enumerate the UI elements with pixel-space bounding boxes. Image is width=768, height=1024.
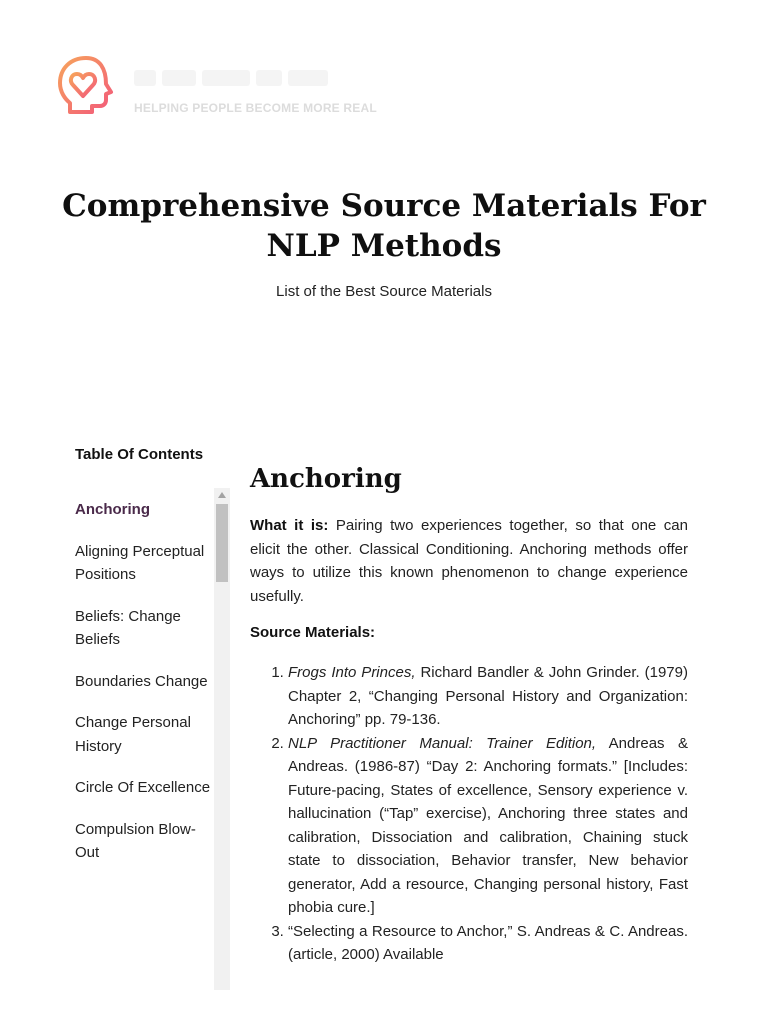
source-title: Frogs Into Princes,: [288, 664, 416, 681]
brand-tagline: HELPING PEOPLE BECOME MORE REAL: [134, 101, 377, 115]
toc-heading: Table Of Contents: [75, 446, 204, 463]
toc-item-beliefs-change-beliefs[interactable]: Beliefs: Change Beliefs: [75, 607, 181, 648]
source-item: [288, 661, 688, 732]
head-heart-logo-icon: [56, 54, 120, 114]
source-details: Andreas & Andreas. (1986-87) “Day 2: Anchoring formats.” [Includes: Future-pacing, States of excellence, Sensory experience v. hallucination (“Tap” exercise), Anchoring three states and calibration, Dissociation and calibration, Chaining stuck state to dissociation, Behavior transfer, New behavior generator, Add a resource, Changing personal history, Fast phobia cure.]: [288, 734, 688, 916]
scroll-up-arrow-icon[interactable]: [214, 488, 230, 502]
scrollbar-thumb[interactable]: [216, 504, 228, 582]
source-details: “Selecting a Resource to Anchor,” S. Andreas & C. Andreas. (article, 2000) Available: [288, 922, 688, 963]
source-item: [288, 732, 688, 920]
toc-item-change-personal-history[interactable]: Change Personal History: [75, 714, 191, 755]
source-details: Richard Bandler & John Grinder. (1979) Chapter 2, “Changing Personal History and Organization: Anchoring” pp. 79-136.: [288, 664, 688, 728]
source-materials-heading: Source Materials:: [250, 624, 376, 641]
section-title: Anchoring: [250, 464, 402, 494]
what-it-is-label: What it is:: [250, 517, 329, 534]
brand-wordmark: [134, 66, 334, 90]
what-it-is-paragraph: [250, 514, 688, 608]
source-materials-list: [288, 661, 688, 967]
source-item: [288, 920, 688, 967]
toc-list: [75, 498, 215, 883]
toc-item-circle-of-excellence[interactable]: Circle Of Excellence: [75, 779, 211, 796]
toc-scrollbar[interactable]: [214, 488, 230, 990]
toc-item-boundaries-change[interactable]: Boundaries Change: [75, 672, 208, 690]
page-subtitle: List of the Best Source Materials: [276, 283, 492, 300]
what-it-is-text: Pairing two experiences together, so that one can elicit the other. Classical Conditioning. Anchoring methods offer ways to utilize this known phenomenon to change experience usefully.: [250, 517, 688, 605]
toc-item-aligning-perceptual-positions[interactable]: Aligning Perceptual Positions: [75, 542, 205, 583]
toc-item-anchoring[interactable]: Anchoring: [75, 501, 150, 518]
toc-item-compulsion-blow-out[interactable]: Compulsion Blow-Out: [75, 820, 196, 861]
source-title: NLP Practitioner Manual: Trainer Edition,: [288, 734, 597, 752]
page-title: Comprehensive Source Materials For NLP Methods: [62, 188, 706, 264]
